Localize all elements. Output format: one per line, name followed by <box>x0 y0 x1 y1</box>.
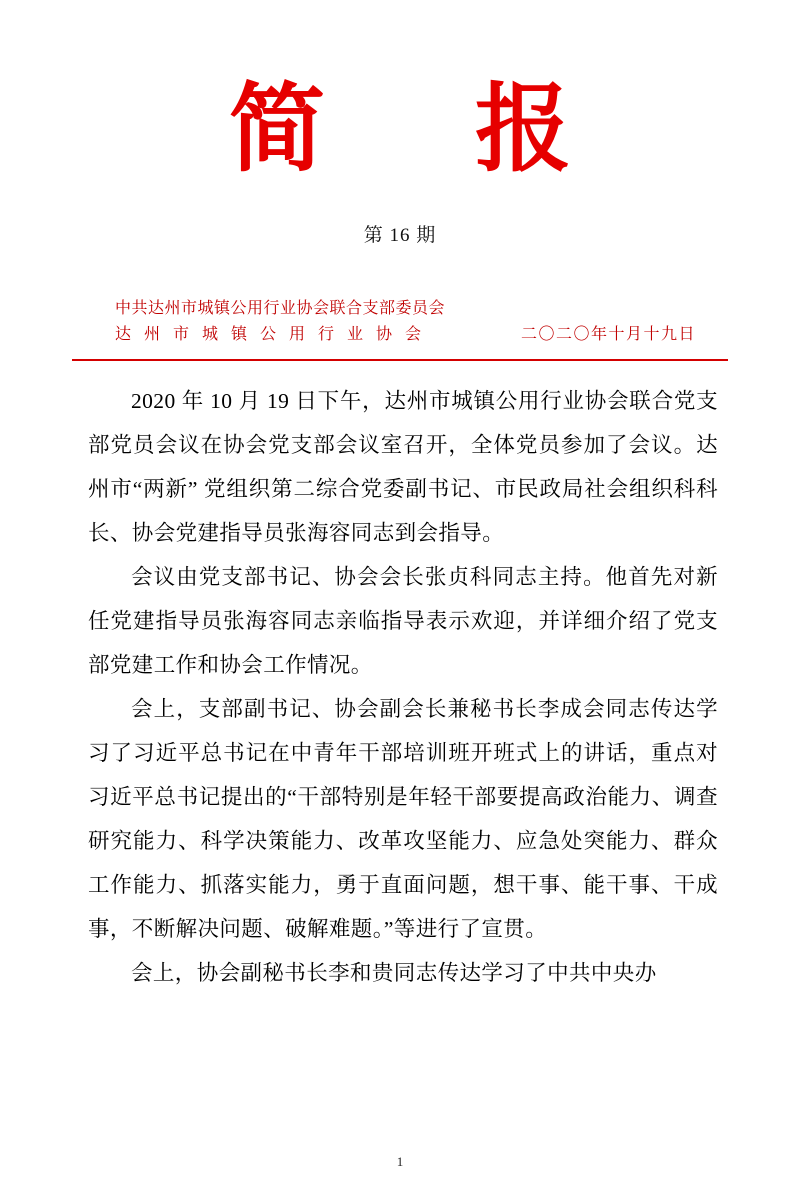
issuing-association: 达 州 市 城 镇 公 用 行 业 协 会 <box>115 326 426 343</box>
document-page <box>0 74 800 1204</box>
body-paragraph: 会议由党支部书记、协会会长张贞科同志主持。他首先对新任党建指导员张海容同志亲临指导表示欢迎，并详细介绍了党支部党建工作和协会工作情况。 <box>88 565 718 677</box>
header-divider <box>72 359 728 361</box>
issuing-party-committee: 中共达州市城镇公用行业协会联合支部委员会 <box>115 300 446 317</box>
body-paragraph: 会上，支部副书记、协会副会长兼秘书长李成会同志传达学习了习近平总书记在中青年干部培训班开班式上的讲话，重点对习近平总书记提出的“干部特别是年轻干部要提高政治能力、调查研究能力、科学决策能力、改革攻坚能力、应急处突能力、群众工作能力、抓落实能力，勇于直面问题，想干事、能干事、干成事，不断解决问题、破解难题。”等进行了宣贯。 <box>88 697 718 941</box>
issue-number: 第 16 期 <box>363 225 437 246</box>
masthead-char-2: 报 <box>475 72 571 185</box>
masthead-char-1: 简 <box>229 72 325 185</box>
masthead-title <box>60 74 740 184</box>
document-body <box>60 379 740 995</box>
body-paragraph: 2020 年 10 月 19 日下午，达州市城镇公用行业协会联合党支部党员会议在协会党支部会议室召开，全体党员参加了会议。达州市“两新” 党组织第二综合党委副书记、市民政局社会组织科科长、协会党建指导员张海容同志到会指导。 <box>88 389 718 545</box>
issue-date: 二〇二〇年十月十九日 <box>520 326 696 343</box>
page-number: 1 <box>396 1154 404 1169</box>
document-header-block <box>60 295 740 353</box>
body-paragraph: 会上，协会副秘书长李和贵同志传达学习了中共中央办 <box>131 961 657 985</box>
